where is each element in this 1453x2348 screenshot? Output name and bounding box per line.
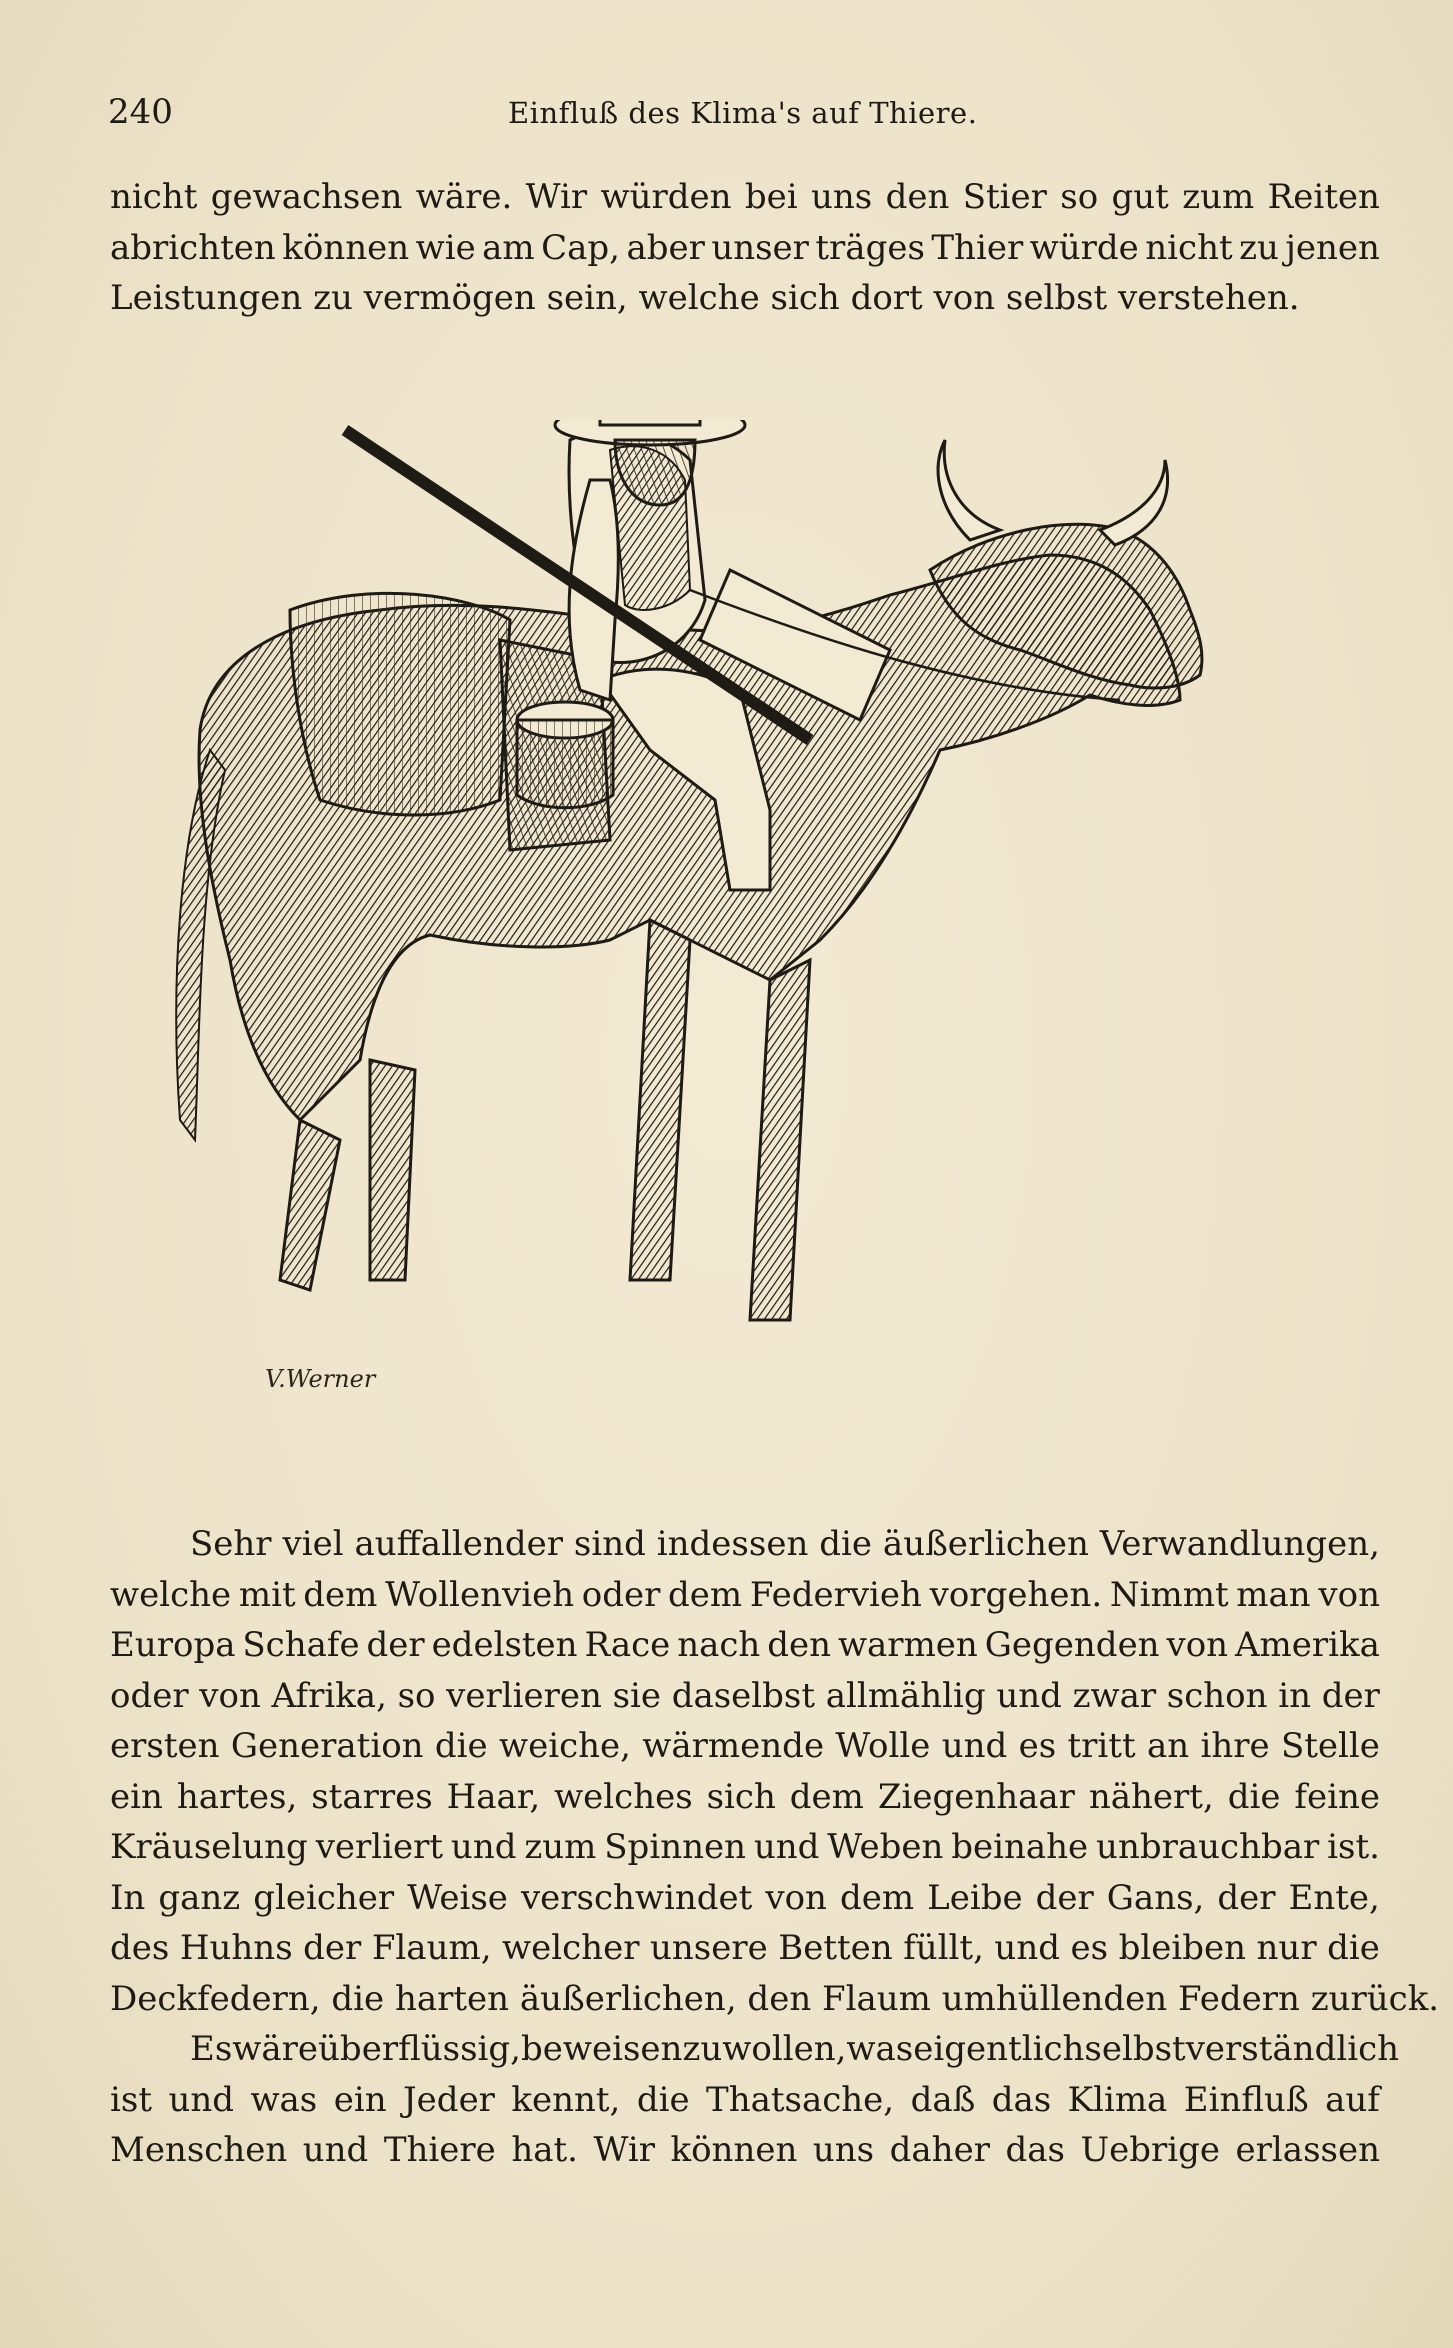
text-line: In ganz gleicher Weise verschwindet von dem Leibe der Gans, der Ente, <box>110 1877 1380 1918</box>
text-line: abrichten können wie am Cap, aber unser träges Thier würde nicht zu jenen <box>110 227 1380 268</box>
text-line: Menschen und Thiere hat. Wir können uns daher das Uebrige erlassen <box>110 2130 1380 2170</box>
text-line: ist und was ein Jeder kennt, die Thatsache, daß das Klima Einfluß auf <box>110 2079 1380 2120</box>
text-line: Sehr viel auffallender sind indessen die äußerlichen Verwandlungen, <box>190 1524 1380 1564</box>
text-line: oder von Afrika, so verlieren sie daselbst allmählig und zwar schon in der <box>110 1675 1380 1716</box>
rider-hat-crown <box>600 420 700 425</box>
engraving-image <box>170 420 1330 1420</box>
top-paragraph <box>110 172 1380 324</box>
text-line: des Huhns der Flaum, welcher unsere Betten füllt, und es bleiben nur die <box>110 1928 1380 1968</box>
page-number: 240 <box>108 92 173 132</box>
text-line: ein hartes, starres Haar, welches sich dem Ziegenhaar nähert, die feine <box>110 1776 1380 1817</box>
ox-leg <box>280 1120 340 1290</box>
text-line: Kräuselung verliert und zum Spinnen und Weben beinahe unbrauchbar ist. <box>110 1827 1380 1867</box>
text-line: Europa Schafe der edelsten Race nach den warmen Gegenden von Amerika <box>110 1625 1380 1665</box>
text-line: ersten Generation die weiche, wärmende Wolle und es tritt an ihre Stelle <box>110 1726 1380 1766</box>
text-line: nicht gewachsen wäre. Wir würden bei uns den Stier so gut zum Reiten <box>110 177 1380 217</box>
text-line: Leistungen zu vermögen sein, welche sich dort von selbst verstehen. <box>110 278 1300 318</box>
page-header <box>108 92 1378 142</box>
text-line: welche mit dem Wollenvieh oder dem Federvieh vorgehen. Nimmt man von <box>110 1574 1380 1615</box>
ox-horn-right <box>1100 460 1168 545</box>
saddle-blanket <box>290 593 510 815</box>
ox-leg <box>630 920 690 1280</box>
text-line: Deckfedern, die harten äußerlichen, den Flaum umhüllenden Federn zurück. <box>110 1978 1440 2019</box>
running-head: Einfluß des Klima's auf Thiere. <box>508 96 978 130</box>
ox-tail <box>176 750 225 1140</box>
ox-horn-left <box>938 440 1000 540</box>
bottom-paragraphs <box>110 1519 1440 2176</box>
text-line: Es wäre überflüssig, beweisen zu wollen, was eigentlich selbstverständlich <box>190 2029 1400 2069</box>
ox-leg <box>750 960 810 1320</box>
cooking-pot <box>517 720 613 808</box>
ox-rider-illustration <box>170 420 1330 1420</box>
ox-leg <box>370 1060 415 1280</box>
engraver-signature: V.Werner <box>265 1365 376 1393</box>
